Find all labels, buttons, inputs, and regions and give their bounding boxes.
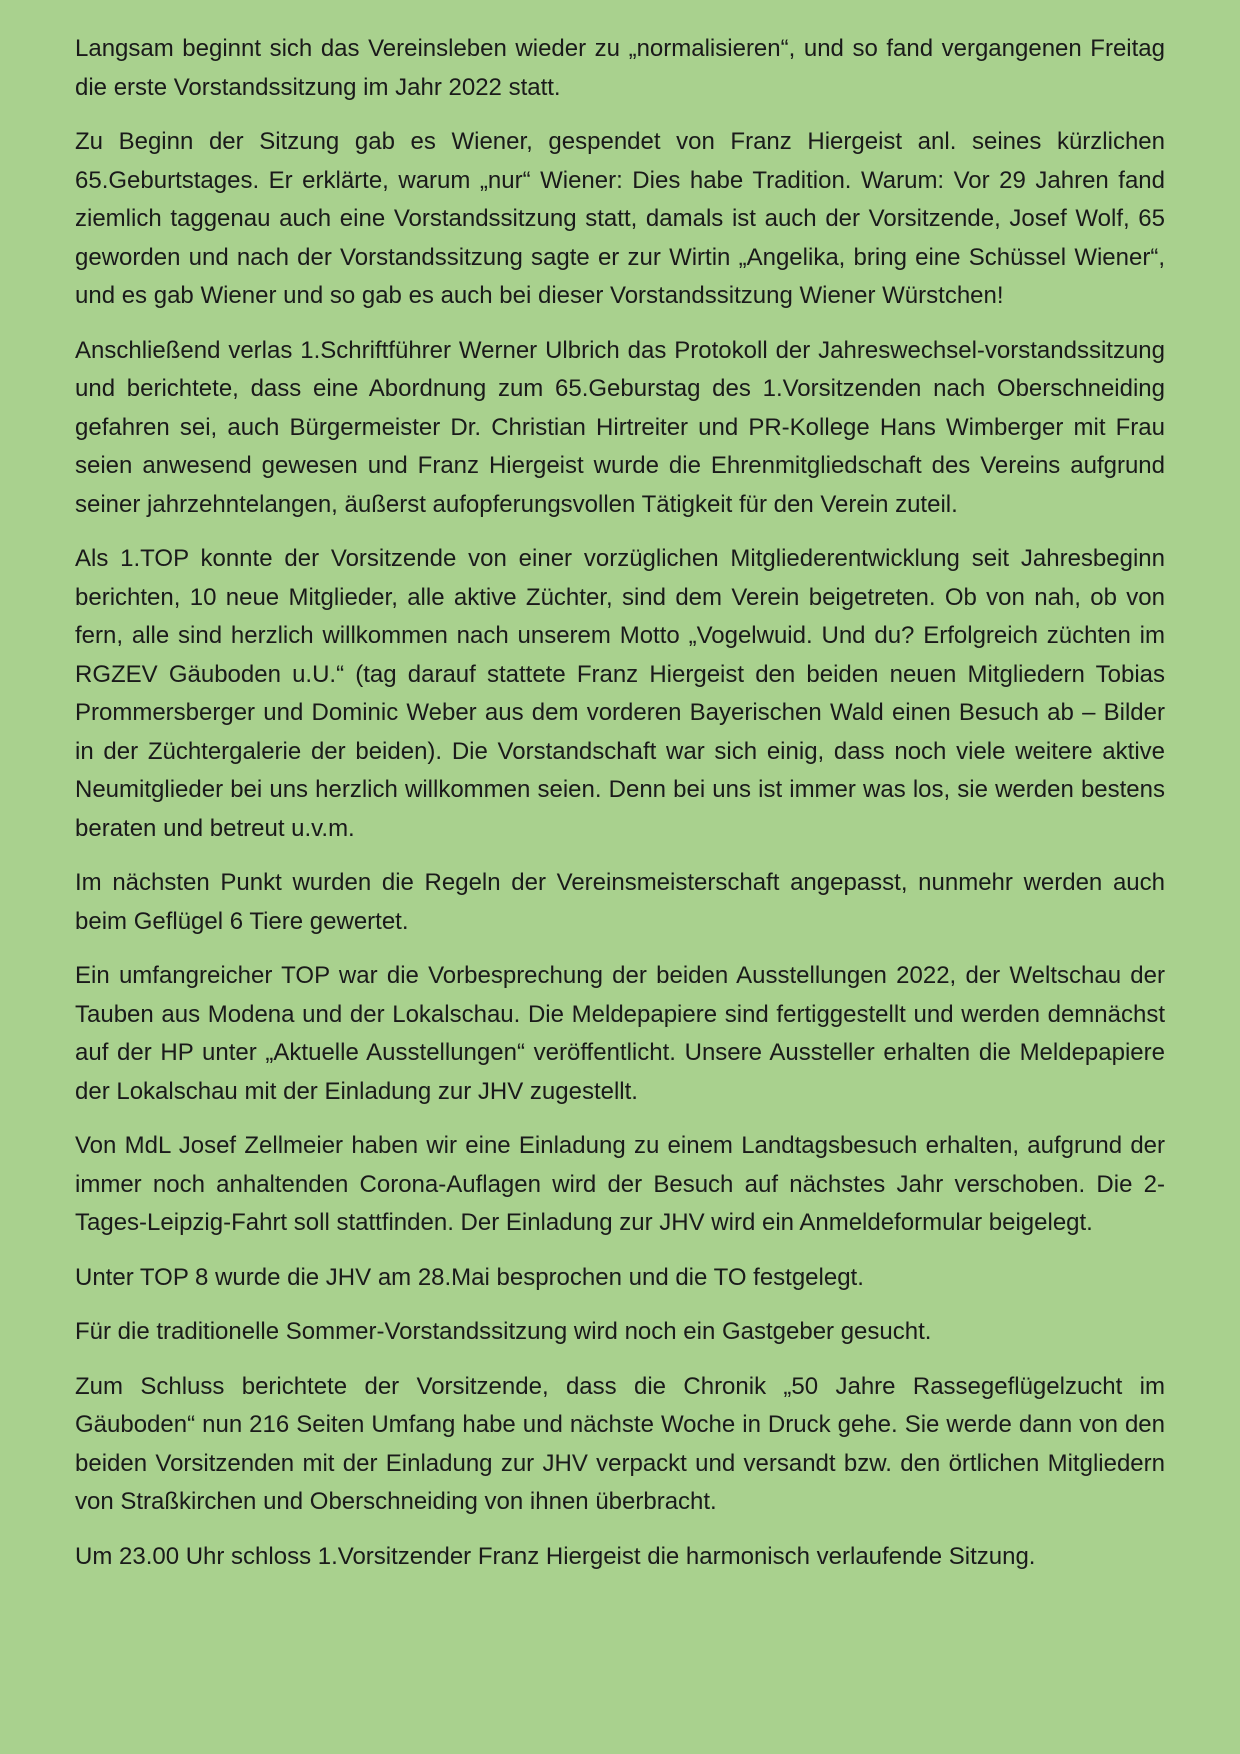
paragraph-chronik: Zum Schluss berichtete der Vorsitzende, dass die Chronik „50 Jahre Rassegeflügelzucht im Gäuboden“ nun 216 Seiten Umfang habe und nächste Woche in Druck gehe. Sie werde dann von den beiden Vorsitzenden mit der Einladung zur JHV verpackt und versandt bzw. den örtlichen Mitgliedern von Straßkirchen und Oberschneiding von ihnen überbracht. — [75, 1372, 1165, 1515]
paragraph-vereinsmeisterschaft: Im nächsten Punkt wurden die Regeln der Vereinsmeisterschaft angepasst, nunmehr werden auch beim Geflügel 6 Tiere gewertet. — [75, 869, 1165, 935]
paragraph-wiener: Zu Beginn der Sitzung gab es Wiener, gespendet von Franz Hiergeist anl. seines kürzlichen 65.Geburtstages. Er erklärte, warum „nur“ Wiener: Dies habe Tradition. Warum: Vor 29 Jahren fand ziemlich taggenau auch eine Vorstandssitzung statt, damals ist auch der Vorsitzende, Josef Wolf, 65 geworden und nach der Vorstandssitzung sagte er zur Wirtin „Angelika, bring eine Schüssel Wiener“, und es gab Wiener und so gab es auch bei dieser Vorstandssitzung Wiener Würstchen! — [75, 128, 1165, 309]
paragraph-sommer-sitzung: Für die traditionelle Sommer-Vorstandssitzung wird noch ein Gastgeber gesucht. — [75, 1318, 932, 1345]
paragraph-mitglieder: Als 1.TOP konnte der Vorsitzende von einer vorzüglichen Mitgliederentwicklung seit Jahresbeginn berichten, 10 neue Mitglieder, alle aktive Züchter, sind dem Verein beigetreten. Ob von nah, ob von fern, alle sind herzlich willkommen nach unserem Motto „Vogelwuid. Und du? Erfolgreich züchten im RGZEV Gäuboden u.U.“ (tag darauf stattete Franz Hiergeist den beiden neuen Mitgliedern Tobias Prommersberger und Dominic Weber aus dem vorderen Bayerischen Wald einen Besuch ab – Bilder in der Züchtergalerie der beiden). Die Vorstandschaft war sich einig, dass noch viele weitere aktive Neumitglieder bei uns herzlich willkommen seien. Denn bei uns ist immer was los, sie werden bestens beraten und betreut u.v.m. — [75, 545, 1165, 842]
paragraph-landtagsbesuch: Von MdL Josef Zellmeier haben wir eine Einladung zu einem Landtagsbesuch erhalten, aufgrund der immer noch anhaltenden Corona-Auflagen wird der Besuch auf nächstes Jahr verschoben. Die 2-Tages-Leipzig-Fahrt soll stattfinden. Der Einladung zur JHV wird ein Anmeldeformular beigelegt. — [75, 1132, 1165, 1236]
paragraph-intro: Langsam beginnt sich das Vereinsleben wieder zu „normalisieren“, und so fand vergangenen Freitag die erste Vorstandssitzung im Jahr 2022 statt. — [75, 35, 1165, 101]
paragraph-protokoll: Anschließend verlas 1.Schriftführer Werner Ulbrich das Protokoll der Jahreswechsel-vorstandssitzung und berichtete, dass eine Abordnung zum 65.Geburstag des 1.Vorsitzenden nach Oberschneiding gefahren sei, auch Bürgermeister Dr. Christian Hirtreiter und PR-Kollege Hans Wimberger mit Frau seien anwesend gewesen und Franz Hiergeist wurde die Ehrenmitgliedschaft des Vereins aufgrund seiner jahrzehntelangen, äußerst aufopferungsvollen Tätigkeit für den Verein zuteil. — [75, 336, 1165, 518]
paragraph-schluss: Um 23.00 Uhr schloss 1.Vorsitzender Franz Hiergeist die harmonisch verlaufende Sitzung. — [75, 1542, 1036, 1570]
paragraph-ausstellungen: Ein umfangreicher TOP war die Vorbesprechung der beiden Ausstellungen 2022, der Weltschau der Tauben aus Modena und der Lokalschau. Die Meldepapiere sind fertiggestellt und werden demnächst auf der HP unter „Aktuelle Ausstellungen“ veröffentlicht. Unsere Aussteller erhalten die Meldepapiere der Lokalschau mit der Einladung zur JHV zugestellt. — [75, 962, 1165, 1105]
article-body — [75, 30, 1165, 1592]
paragraph-jhv: Unter TOP 8 wurde die JHV am 28.Mai besprochen und die TO festgelegt. — [75, 1263, 864, 1291]
